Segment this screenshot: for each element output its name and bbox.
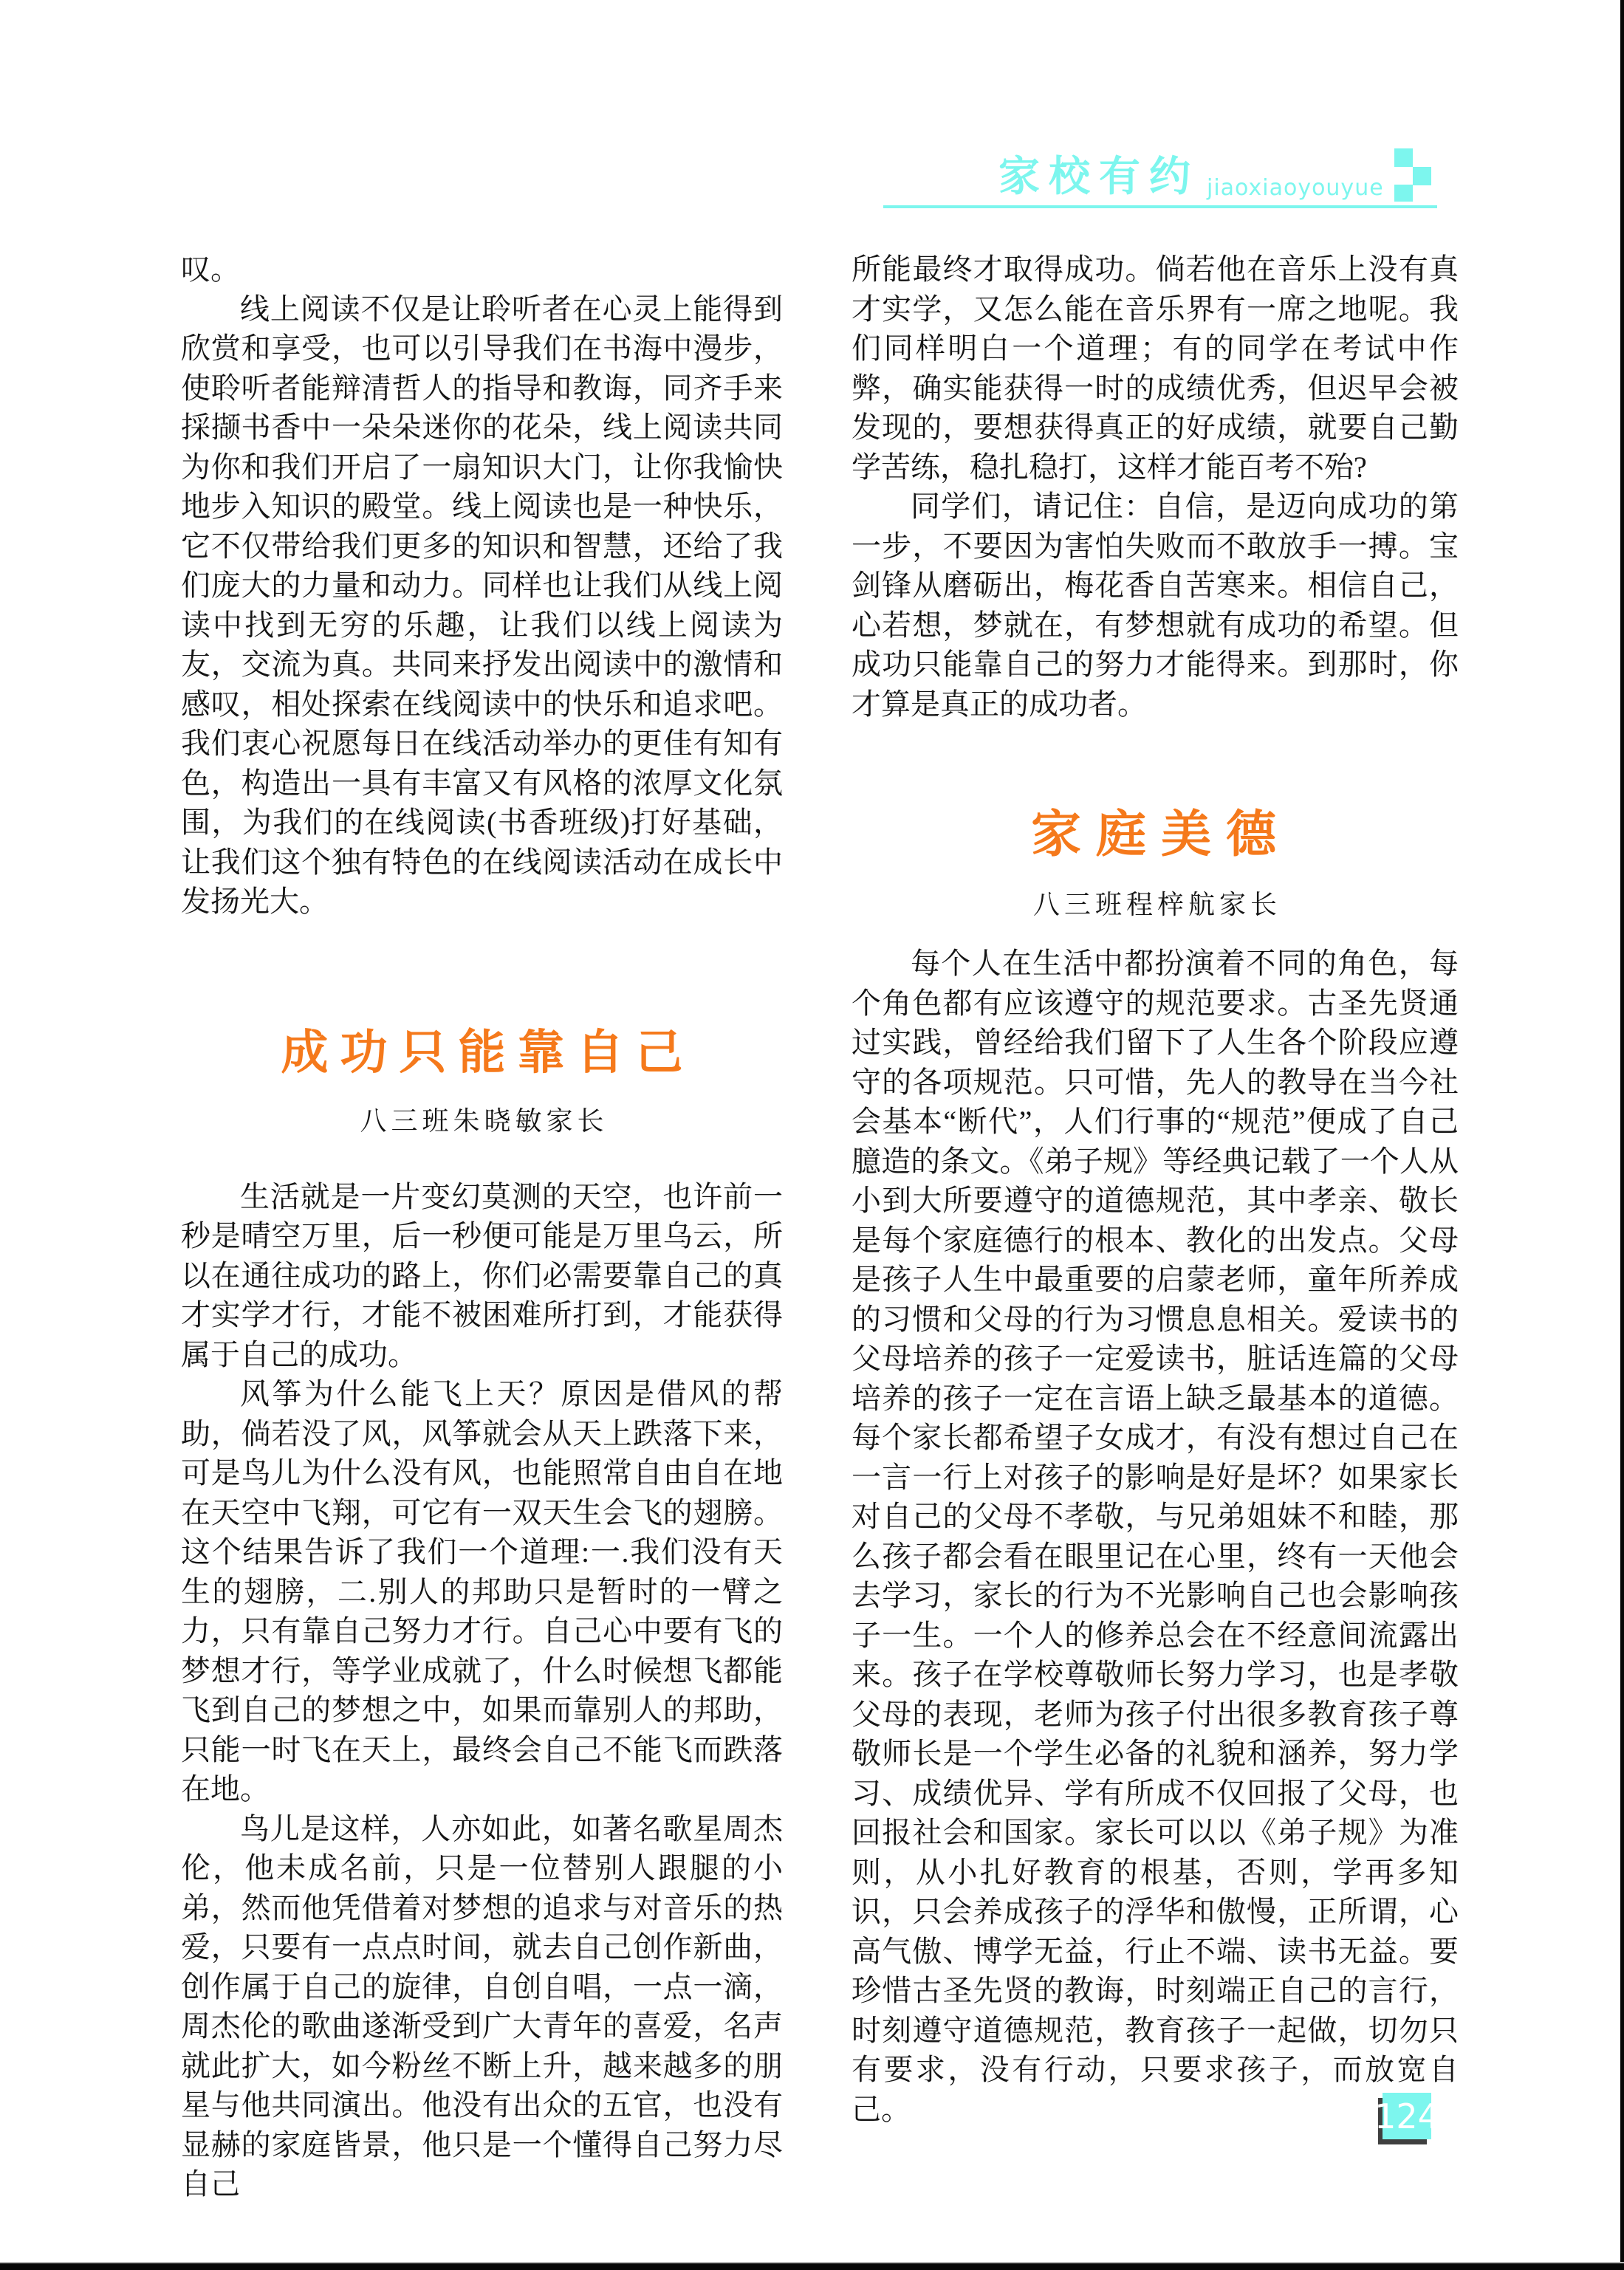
paragraph: 鸟儿是这样，人亦如此，如著名歌星周杰伦，他未成名前，只是一位替别人跟腿的小弟，然而他凭借着对梦想的追求与对音乐的热爱，只要有一点点时间，就去自己创作新曲，创作属于自己的旋律，自创自唱，一点一滴，周杰伦的歌曲遂渐受到广大青年的喜爱，名声就此扩大，如今粉丝不断上升，越来越多的朋星与他共同演出。他没有出众的五官，也没有显赫的家庭皆景，他只是一个懂得自己努力尽自己 (181, 1811, 783, 2201)
scan-edge-bottom (0, 2262, 1624, 2270)
article-author: 八三班朱晓敏家长 (360, 1105, 609, 1136)
article-author: 八三班程梓航家长 (1032, 890, 1281, 919)
article-title: 成功只能靠自己 (281, 1026, 695, 1079)
page-number-badge (1374, 2093, 1439, 2139)
header-square-deco-icon (1413, 167, 1431, 185)
paragraph: 同学们，请记住：自信，是迈向成功的第一步，不要因为害怕失败而不敢放手一搏。宝剑锋从磨砺出，梅花香自苦寒来。相信自己，心若想，梦就在，有梦想就有成功的希望。但成功只能靠自己的努力才能得来。到那时，你才算是真正的成功者。 (852, 490, 1459, 721)
article-title: 家庭美德 (1030, 806, 1291, 863)
paragraph: 风筝为什么能飞上天？原因是借风的帮助，倘若没了风，风筝就会从天上跌落下来，可是鸟儿为什么没有风，也能照常自由自在地在天空中飞翔，可它有一双天生会飞的翅膀。这个结果告诉了我们一个道理:一.我们没有天生的翅膀，二.别人的邦助只是暂时的一臂之力，只有靠自己努力才行。自己心中要有飞的梦想才行，等学业成就了，什么时候想飞都能飞到自己的梦想之中，如果而靠别人的邦助，只能一时飞在天上，最终会自己不能飞而跌落在地。 (181, 1377, 783, 1806)
paragraph-continuation: 所能最终才取得成功。倘若他在音乐上没有真才实学，又怎么能在音乐界有一席之地呢。我们同样明白一个道理；有的同学在考试中作弊，确实能获得一时的成绩优秀，但迟早会被发现的，要想获得真正的好成绩，就要自己勤学苦练，稳扎稳打，这样才能百考不殆? (852, 253, 1459, 484)
paragraph-continuation: 叹。 (181, 253, 240, 286)
paragraph: 线上阅读不仅是让聆听者在心灵上能得到欣赏和享受，也可以引导我们在书海中漫步，使聆听者能辩清哲人的指导和教诲，同齐手来採撷书香中一朵朵迷你的花朵，线上阅读共同为你和我们开启了一扇知识大门，让你我愉快地步入知识的殿堂。线上阅读也是一种快乐，它不仅带给我们更多的知识和智慧，还给了我们庞大的力量和动力。同样也让我们从线上阅读中找到无穷的乐趣，让我们以线上阅读为友，交流为真。共同来抒发出阅读中的激情和感叹，相处探索在线阅读中的快乐和追求吧。我们衷心祝愿每日在线活动举办的更佳有知有色，构造出一具有丰富又有风格的浓厚文化氛围，为我们的在线阅读(书香班级)打好基础，让我们这个独有特色的在线阅读活动在成长中发扬光大。 (181, 292, 783, 918)
header-square-deco-icon (1394, 148, 1413, 167)
page-header-pinyin: jiaoxiaoyouyue (1207, 175, 1384, 201)
page-number: 124 (1374, 2096, 1439, 2136)
paragraph: 生活就是一片变幻莫测的天空，也许前一秒是晴空万里，后一秒便可能是万里乌云，所以在通往成功的路上，你们必需要靠自己的真才实学才行，才能不被困难所打到，才能获得属于自己的成功。 (181, 1179, 783, 1371)
left-column (181, 250, 783, 2204)
scan-edge-right (1620, 0, 1624, 2270)
header-rule (883, 205, 1437, 208)
page-header-title: 家校有约 (998, 153, 1199, 201)
header-square-deco-icon (1394, 185, 1413, 202)
right-column (852, 250, 1459, 2129)
paragraph: 每个人在生活中都扮演着不同的角色，每个角色都有应该遵守的规范要求。古圣先贤通过实践，曾经给我们留下了人生各个阶段应遵守的各项规范。只可惜，先人的教导在当今社会基本“断代”，人们行事的“规范”便成了自己臆造的条文。《弟子规》等经典记载了一个人从小到大所要遵守的道德规范，其中孝亲、敬长是每个家庭德行的根本、教化的出发点。父母是孩子人生中最重要的启蒙老师，童年所养成的习惯和父母的行为习惯息息相关。爱读书的父母培养的孩子一定爱读书，脏话连篇的父母培养的孩子一定在言语上缺乏最基本的道德。每个家长都希望子女成才，有没有想过自己在一言一行上对孩子的影响是好是坏？如果家长对自己的父母不孝敬，与兄弟姐妹不和睦，那么孩子都会看在眼里记在心里，终有一天他会去学习，家长的行为不光影响自己也会影响孩子一生。一个人的修养总会在不经意间流露出来。孩子在学校尊敬师长努力学习，也是孝敬父母的表现，老师为孩子付出很多教育孩子尊敬师长是一个学生必备的礼貌和涵养，努力学习、成绩优异、学有所成不仅回报了父母，也回报社会和国家。家长可以以《弟子规》为准则，从小扎好教育的根基，否则，学再多知识，只会养成孩子的浮华和傲慢，正所谓，心高气傲、博学无益，行止不端、读书无益。要珍惜古圣先贤的教诲，时刻端正自己的言行，时刻遵守道德规范，教育孩子一起做，切勿只有要求，没有行动，只要求孩子，而放宽自己。 (852, 947, 1459, 2126)
